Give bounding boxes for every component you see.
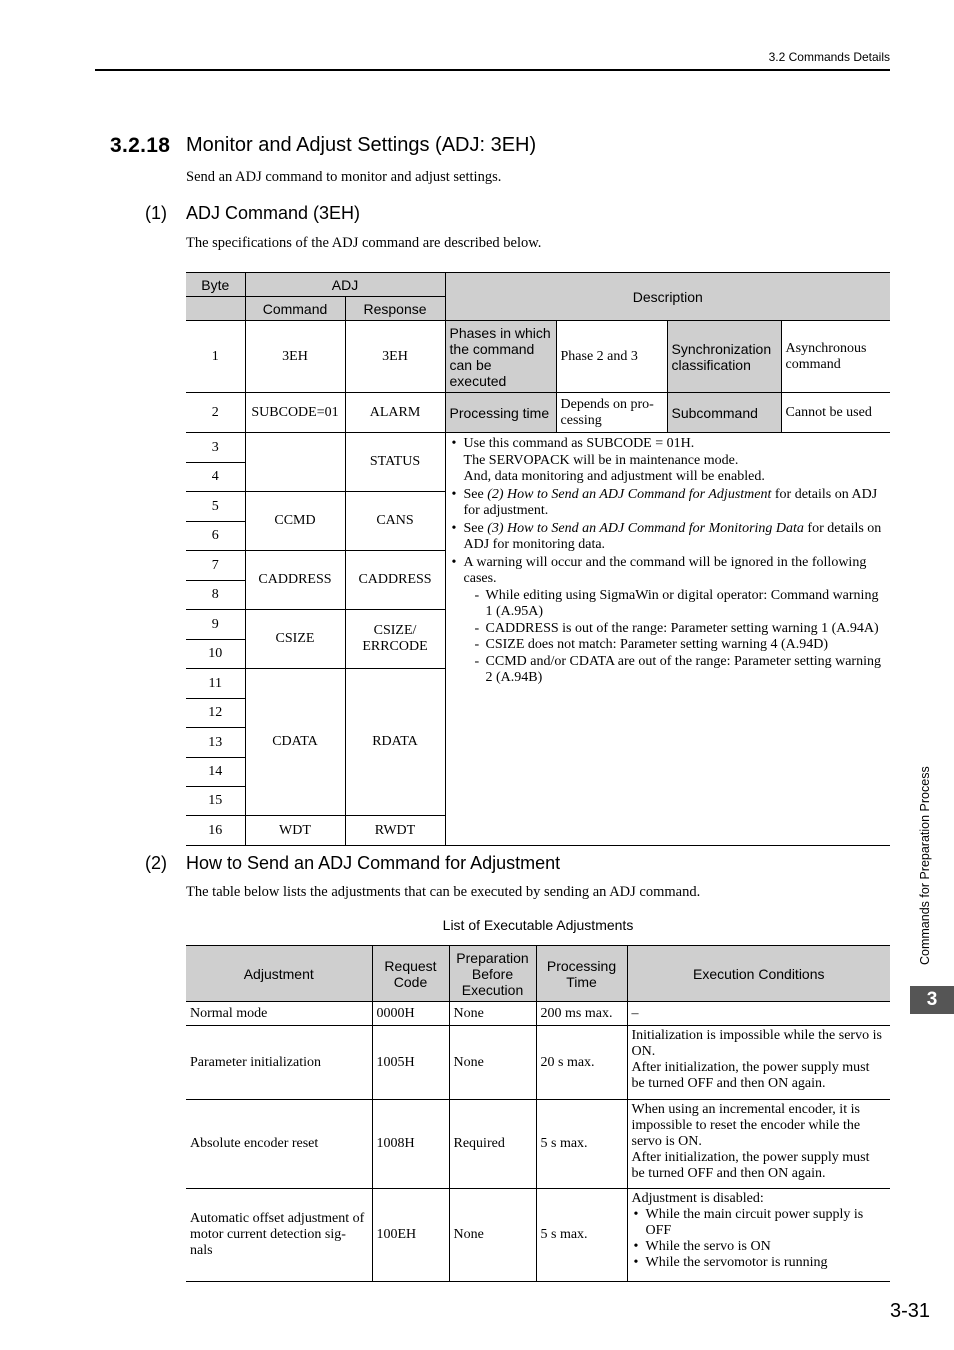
command-blank (245, 433, 345, 492)
byte-cell: 8 (186, 581, 245, 610)
byte-cell: 7 (186, 551, 245, 581)
byte-cell: 14 (186, 758, 245, 787)
adjustment-cell: Absolute encoder reset (186, 1100, 372, 1189)
cross-reference-link[interactable]: (2) How to Send an ADJ Command for Adjustment (487, 486, 772, 502)
desc-text: for details on ADJ for adjustment. (463, 486, 878, 518)
condition-line: After initialization, the power supply must be turned OFF and then ON again. (631, 1150, 870, 1181)
status-cell: STATUS (345, 433, 445, 492)
desc-bullet (452, 436, 883, 486)
desc-text: for details on ADJ for monitoring data. (463, 520, 882, 552)
header-processing-time (536, 946, 627, 1002)
running-header: 3.2 Commands Details (768, 50, 890, 64)
rdata-cell: RDATA (345, 669, 445, 816)
csize-errcode-cell (345, 610, 445, 669)
desc-subitem: - CADDRESS is out of the range: Parameter setting warning 1 (A.94A) (464, 621, 883, 638)
caddress-response-cell: CADDRESS (345, 551, 445, 610)
request-code-cell: 1008H (372, 1100, 449, 1189)
byte-cell: 16 (186, 816, 245, 846)
desc-line: • Use this command as SUBCODE = 01H. (463, 436, 695, 451)
header-line: Before (471, 965, 514, 982)
desc-subitem: - CCMD and/or CDATA are out of the range: Parameter setting warning 2 (A.94B) (464, 654, 883, 687)
conditions-cell (627, 1189, 890, 1282)
byte-cell: 3 (186, 433, 245, 463)
condition-line: Adjustment is disabled: (631, 1191, 764, 1206)
adjustment-cell: Automatic offset adjustment of motor current detection sig-nals (186, 1189, 372, 1282)
desc-line: The SERVOPACK will be in maintenance mode. (463, 452, 739, 468)
executable-adjustments-table (186, 945, 890, 1282)
header-line: Time (566, 973, 597, 990)
chapter-side-label-text: Commands for Preparation Process (918, 766, 932, 965)
condition-item: • While the servomotor is running (632, 1255, 887, 1271)
adj-command-table (186, 272, 890, 846)
table-row (186, 1189, 890, 1282)
processing-time-cell: 5 s max. (536, 1189, 627, 1282)
desc-line: • A warning will occur and the command will be ignored in the following cases. (463, 554, 867, 586)
subsection-2-title: How to Send an ADJ Command for Adjustment (186, 853, 561, 873)
subsection-1-intro: The specifications of the ADJ command are described below. (186, 235, 542, 251)
chapter-side-label (918, 735, 936, 965)
processing-time-cell: 20 s max. (536, 1026, 627, 1100)
wdt-cell: WDT (245, 816, 345, 846)
header-byte-blank (186, 297, 245, 321)
processing-time-cell: 5 s max. (536, 1100, 627, 1189)
processing-time-label: Processing time (445, 393, 556, 433)
byte-cell: 5 (186, 492, 245, 522)
byte-cell: 2 (186, 393, 245, 433)
desc-bullet (452, 487, 883, 520)
adjustment-cell: Normal mode (186, 1002, 372, 1026)
subcommand-value: Cannot be used (781, 393, 890, 433)
conditions-cell (627, 1100, 890, 1189)
adjustment-cell: Parameter initialization (186, 1026, 372, 1100)
desc-bullet (452, 555, 883, 687)
desc-bullet (452, 521, 883, 554)
header-line: Processing (546, 957, 617, 974)
command-cell: 3EH (245, 321, 345, 393)
header-byte: Byte (186, 273, 245, 297)
header-command: Command (245, 297, 345, 321)
chapter-tab[interactable]: 3 (910, 986, 954, 1014)
subcommand-label: Subcommand (667, 393, 781, 433)
sync-label: Synchronization classification (667, 321, 781, 393)
condition-item: • While the main circuit power supply is OFF (632, 1207, 887, 1239)
desc-line: And, data monitoring and adjustment will be enabled. (463, 469, 765, 484)
table-row (186, 1026, 890, 1100)
preparation-cell: None (449, 1002, 536, 1026)
cross-reference-link[interactable]: (3) How to Send an ADJ Command for Monitoring Data (487, 520, 804, 536)
header-description: Description (445, 273, 890, 321)
table-row (186, 1002, 890, 1026)
header-adj: ADJ (245, 273, 445, 297)
caddress-command-cell: CADDRESS (245, 551, 345, 610)
processing-time-cell: 200 ms max. (536, 1002, 627, 1026)
csize-cell: CSIZE (245, 610, 345, 669)
page-number: 3-31 (889, 1300, 930, 1322)
header-execution-conditions: Execution Conditions (627, 946, 890, 1002)
header-line: Request (384, 957, 437, 974)
request-code-cell: 100EH (372, 1189, 449, 1282)
ccmd-cell: CCMD (245, 492, 345, 551)
request-code-cell: 1005H (372, 1026, 449, 1100)
section-number: 3.2.18 (110, 134, 171, 157)
byte-cell: 1 (186, 321, 245, 393)
table-caption: List of Executable Adjustments (442, 917, 634, 933)
table-row (186, 1100, 890, 1189)
byte-cell: 10 (186, 640, 245, 669)
section-intro: Send an ADJ command to monitor and adjust settings. (186, 169, 502, 185)
cell-line: CSIZE/ (373, 623, 417, 638)
description-cell (445, 433, 890, 846)
header-preparation (449, 946, 536, 1002)
header-response: Response (345, 297, 445, 321)
subsection-2-intro: The table below lists the adjustments that can be executed by sending an ADJ command. (186, 884, 701, 900)
desc-subitem: - While editing using SigmaWin or digital operator: Command warning 1 (A.95A) (464, 588, 883, 621)
byte-cell: 11 (186, 669, 245, 699)
processing-time-value: Depends on pro-cessing (556, 393, 667, 433)
byte-cell: 4 (186, 463, 245, 492)
desc-subitem: - CSIZE does not match: Parameter setting warning 4 (A.94D) (464, 637, 883, 654)
subsection-2-number: (2) (145, 853, 167, 873)
conditions-cell: – (627, 1002, 890, 1026)
sync-value: Asynchronous command (781, 321, 890, 393)
condition-line: When using an incremental encoder, it is impossible to reset the encoder while the servo is ON. (631, 1102, 861, 1149)
rwdt-cell: RWDT (345, 816, 445, 846)
byte-cell: 13 (186, 728, 245, 758)
header-line: Code (393, 973, 428, 990)
command-cell: SUBCODE=01 (245, 393, 345, 433)
conditions-cell (627, 1026, 890, 1100)
phases-label: Phases in which the command can be executed (445, 321, 556, 393)
header-adjustment: Adjustment (186, 946, 372, 1002)
cdata-cell: CDATA (245, 669, 345, 816)
byte-cell: 12 (186, 699, 245, 728)
cans-cell: CANS (345, 492, 445, 551)
preparation-cell: None (449, 1189, 536, 1282)
condition-line: Initialization is impossible while the servo is ON. (631, 1028, 882, 1059)
preparation-cell: None (449, 1026, 536, 1100)
header-rule (95, 69, 890, 71)
subsection-1-title: ADJ Command (3EH) (186, 203, 361, 223)
header-line: Execution (461, 981, 524, 998)
request-code-cell: 0000H (372, 1002, 449, 1026)
section-title: Monitor and Adjust Settings (ADJ: 3EH) (186, 134, 537, 156)
phases-value: Phase 2 and 3 (556, 321, 667, 393)
header-line: Preparation (456, 949, 529, 966)
byte-cell: 15 (186, 787, 245, 816)
condition-line: After initialization, the power supply must be turned OFF and then ON again. (631, 1060, 870, 1091)
byte-cell: 6 (186, 522, 245, 551)
cell-line: ERRCODE (362, 639, 428, 654)
header-request-code (372, 946, 449, 1002)
desc-text: See (463, 486, 488, 502)
response-cell: ALARM (345, 393, 445, 433)
response-cell: 3EH (345, 321, 445, 393)
desc-text: See (463, 520, 488, 536)
condition-item: • While the servo is ON (632, 1239, 887, 1255)
byte-cell: 9 (186, 610, 245, 640)
preparation-cell: Required (449, 1100, 536, 1189)
subsection-1-number: (1) (145, 203, 167, 223)
